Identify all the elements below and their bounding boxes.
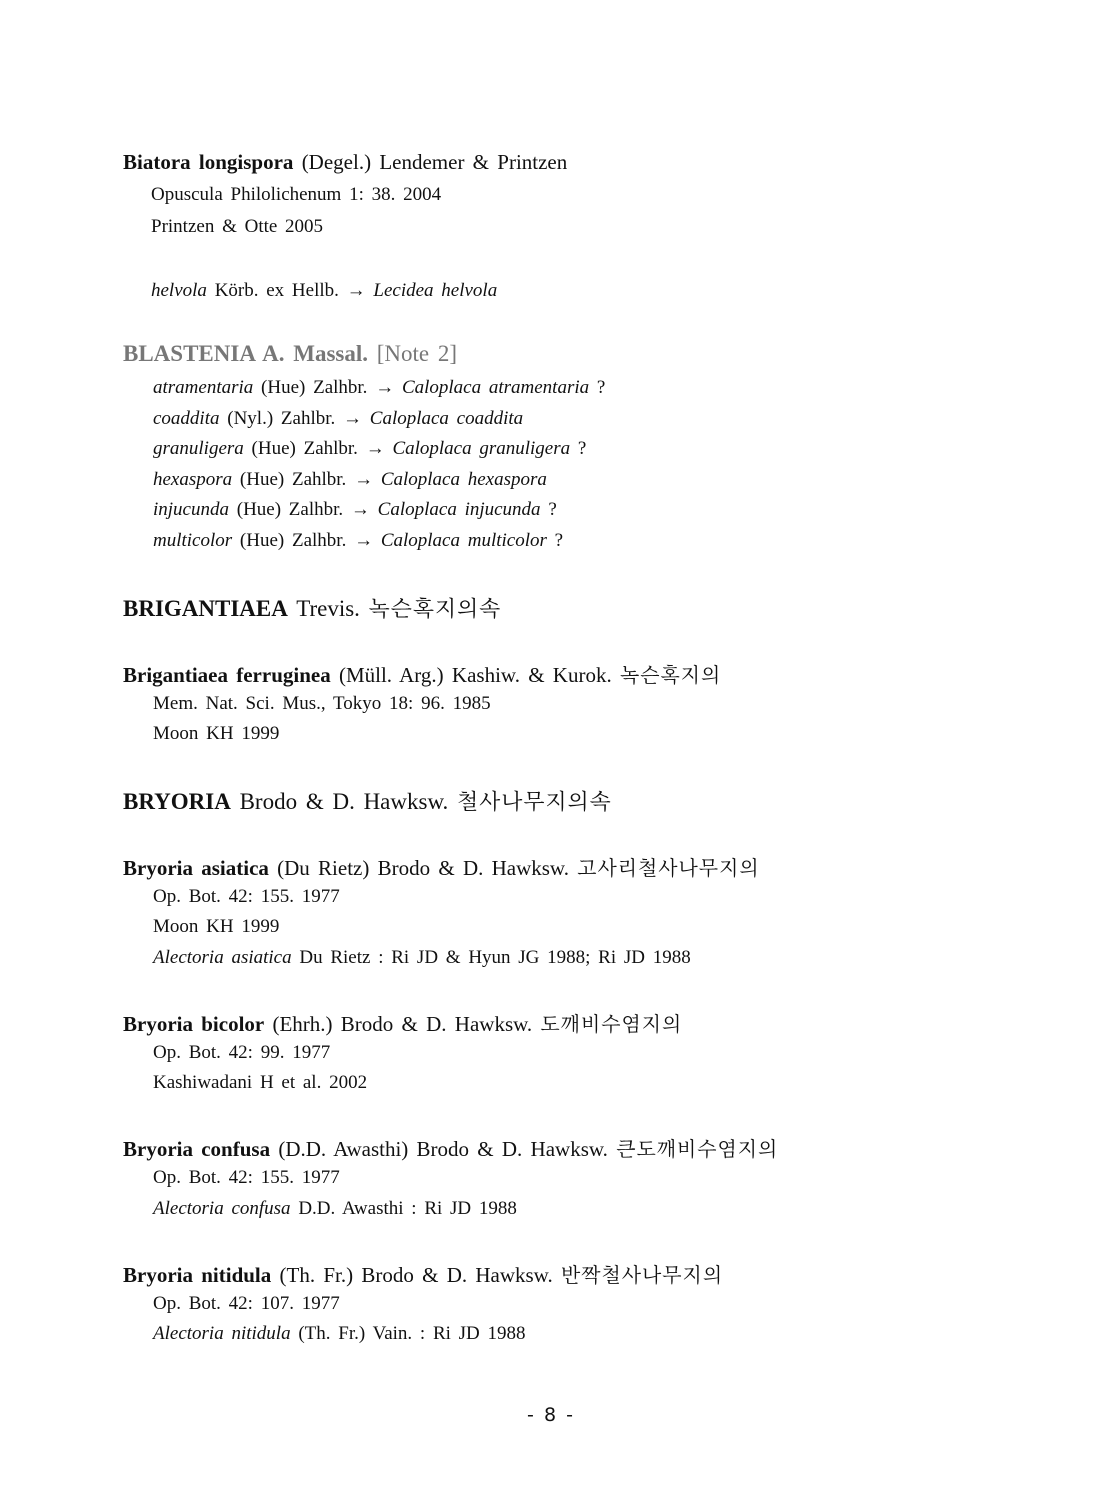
note-ref: [Note 2] — [376, 341, 458, 366]
reference-line: Op. Bot. 42: 107. 1977 — [153, 1293, 340, 1314]
genus-author: Trevis. — [296, 596, 360, 621]
target-name: Caloplaca granuligera — [392, 438, 571, 459]
author: (Nyl.) Zahlbr. — [227, 407, 336, 429]
species-author: (Müll. Arg.) Kashiw. & Kurok. — [338, 663, 612, 687]
synonym-line-granuligera — [153, 438, 586, 460]
arrow-icon: → — [354, 468, 374, 490]
korean-name: 큰도깨비수염지의 — [616, 1137, 779, 1161]
reference-line: Mem. Nat. Sci. Mus., Tokyo 18: 96. 1985 — [153, 693, 491, 714]
uncertain-mark: ? — [548, 499, 557, 520]
species-name: Bryoria bicolor — [123, 1012, 265, 1036]
record-line: Moon KH 1999 — [153, 916, 280, 937]
species-author: (Ehrh.) Brodo & D. Hawksw. — [272, 1012, 533, 1036]
reference-line: Op. Bot. 42: 99. 1977 — [153, 1042, 331, 1063]
synonym-name: Alectoria confusa — [153, 1198, 291, 1219]
page-number: - 8 - — [527, 1404, 573, 1426]
genus-author: Brodo & D. Hawksw. — [239, 789, 449, 814]
korean-name: 반짝철사나무지의 — [561, 1263, 724, 1287]
genus-heading-brigantiaea — [123, 592, 501, 623]
target-name: Caloplaca coaddita — [369, 407, 524, 429]
target-name: Caloplaca multicolor — [380, 529, 547, 551]
epithet: hexaspora — [153, 468, 233, 490]
species-name: Biatora longispora — [123, 150, 294, 174]
species-heading-bryoria-asiatica — [123, 852, 760, 881]
species-heading-bryoria-bicolor — [123, 1008, 682, 1037]
epithet: granuligera — [153, 438, 244, 459]
synonym-line-atramentaria — [153, 377, 605, 399]
synonym-citation: (Th. Fr.) Vain. : Ri JD 1988 — [298, 1323, 526, 1344]
epithet: helvola — [151, 280, 207, 301]
uncertain-mark: ? — [596, 377, 606, 398]
arrow-icon: → — [350, 499, 370, 520]
synonym-line — [153, 947, 691, 969]
record-line: Printzen & Otte 2005 — [151, 216, 324, 237]
reference-line: Opuscula Philolichenum 1: 38. 2004 — [151, 184, 442, 205]
species-name: Bryoria nitidula — [123, 1263, 272, 1287]
species-author: (Du Rietz) Brodo & D. Hawksw. — [277, 856, 569, 880]
korean-name: 녹슨혹지의속 — [368, 597, 502, 622]
species-author: (Th. Fr.) Brodo & D. Hawksw. — [279, 1263, 553, 1287]
target-name: Caloplaca hexaspora — [380, 468, 547, 490]
epithet: coaddita — [153, 407, 220, 429]
arrow-icon: → — [365, 438, 385, 459]
genus-heading-bryoria — [123, 785, 612, 816]
synonym-line-coaddita — [153, 408, 523, 430]
species-author: (D.D. Awasthi) Brodo & D. Hawksw. — [278, 1137, 608, 1161]
synonym-name: Alectoria nitidula — [153, 1323, 291, 1344]
arrow-icon: → — [354, 529, 374, 551]
species-heading-bryoria-nitidula — [123, 1259, 723, 1288]
record-line: Moon KH 1999 — [153, 723, 280, 744]
target-name: Caloplaca atramentaria — [401, 377, 590, 398]
uncertain-mark: ? — [577, 438, 587, 459]
epithet: multicolor — [153, 529, 233, 551]
author: Körb. ex Hellb. — [214, 280, 339, 301]
epithet: atramentaria — [153, 377, 254, 398]
author: (Hue) Zahlbr. — [239, 468, 347, 490]
synonym-citation: D.D. Awasthi : Ri JD 1988 — [298, 1198, 517, 1219]
synonym-citation: Du Rietz : Ri JD & Hyun JG 1988; Ri JD 1988 — [299, 947, 691, 968]
uncertain-mark: ? — [554, 529, 564, 551]
author: (Hue) Zalhbr. — [261, 377, 368, 398]
author: (Hue) Zalhbr. — [239, 529, 347, 551]
synonym-name: Alectoria asiatica — [153, 947, 292, 968]
author: (Hue) Zahlbr. — [251, 438, 358, 459]
target-name: Lecidea helvola — [373, 280, 498, 301]
genus-name: BRIGANTIAEA — [123, 596, 288, 621]
species-name: Brigantiaea ferruginea — [123, 663, 331, 687]
genus-name: BLASTENIA A. Massal. — [123, 341, 369, 366]
species-heading-brigantiaea-ferruginea — [123, 659, 721, 688]
author: (Hue) Zalhbr. — [236, 499, 344, 520]
synonym-line — [153, 1198, 517, 1220]
synonym-line-hexaspora — [153, 469, 547, 491]
korean-name: 녹슨혹지의 — [619, 663, 722, 687]
epithet: injucunda — [153, 499, 229, 520]
arrow-icon: → — [375, 377, 395, 398]
arrow-icon: → — [343, 407, 363, 429]
species-heading-biatora-longispora — [123, 150, 567, 175]
korean-name: 도깨비수염지의 — [540, 1012, 683, 1036]
species-author: (Degel.) Lendemer & Printzen — [301, 150, 568, 174]
synonym-line — [153, 1323, 526, 1345]
target-name: Caloplaca injucunda — [377, 499, 541, 520]
korean-name: 고사리철사나무지의 — [577, 856, 760, 880]
synonym-line-helvola — [151, 280, 497, 302]
synonym-line-multicolor — [153, 530, 563, 552]
species-name: Bryoria asiatica — [123, 856, 269, 880]
arrow-icon: → — [346, 280, 366, 301]
genus-name: BRYORIA — [123, 789, 231, 814]
reference-line: Op. Bot. 42: 155. 1977 — [153, 886, 340, 907]
synonym-line-injucunda — [153, 499, 557, 521]
species-name: Bryoria confusa — [123, 1137, 271, 1161]
genus-heading-blastenia — [123, 341, 457, 367]
record-line: Kashiwadani H et al. 2002 — [153, 1072, 368, 1093]
species-heading-bryoria-confusa — [123, 1133, 778, 1162]
korean-name: 철사나무지의속 — [457, 790, 612, 815]
reference-line: Op. Bot. 42: 155. 1977 — [153, 1167, 340, 1188]
